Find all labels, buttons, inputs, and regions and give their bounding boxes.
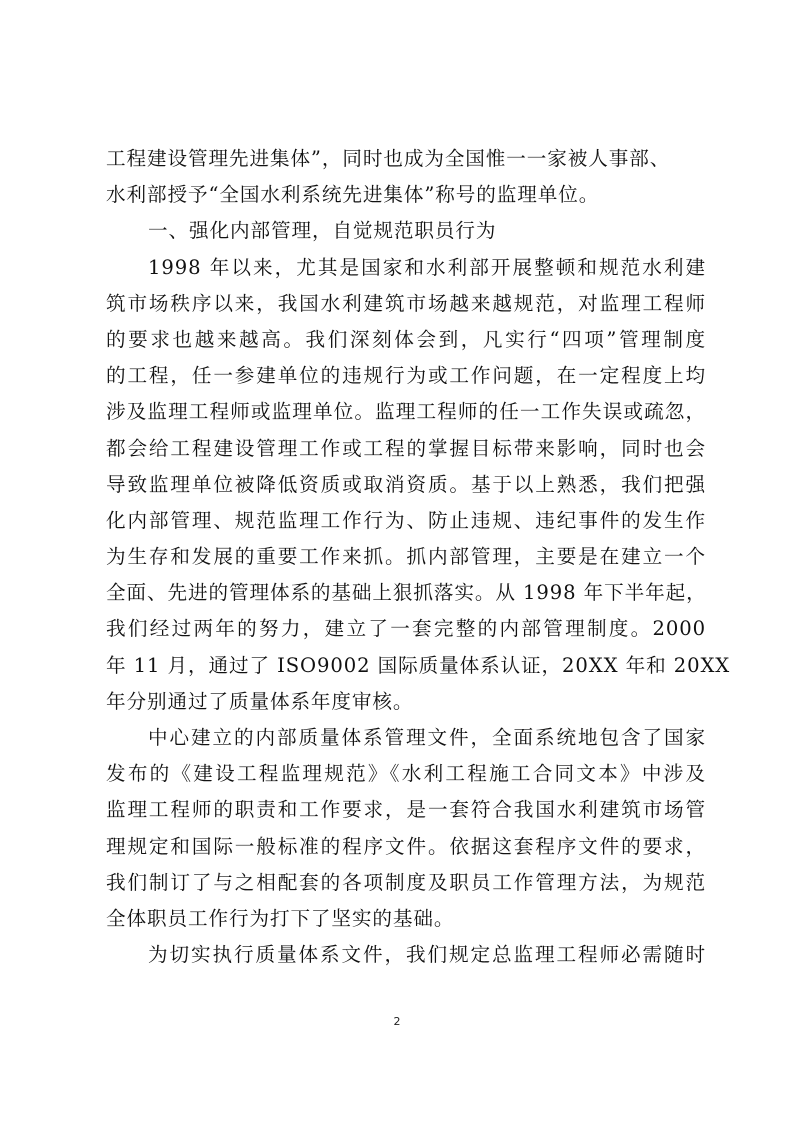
text-line: 工程建设管理先进集体”，同时也成为全国惟一一家被人事部、 [106, 147, 671, 170]
text-line: 筑市场秩序以来，我国水利建筑市场越来越规范，对监理工程师 [106, 291, 706, 315]
text-line: 理规定和国际一般标准的程序文件。依据这套程序文件的要求， [106, 834, 706, 858]
text-line: 年 11 月，通过了 ISO9002 国际质量体系认证，20XX 年和 20XX [106, 653, 731, 677]
text-line: 发布的《建设工程监理规范》《水利工程施工合同文本》中涉及 [106, 762, 706, 786]
text-line: 为生存和发展的重要工作来抓。抓内部管理，主要是在建立一个 [106, 545, 706, 569]
text-line: 年分别通过了质量体系年度审核。 [106, 689, 414, 713]
text-line: 的工程，任一参建单位的违规行为或工作问题，在一定程度上均 [106, 364, 706, 388]
text-line: 涉及监理工程师或监理单位。监理工程师的任一工作失误或疏忽， [106, 400, 706, 424]
text-line: 监理工程师的职责和工作要求，是一套符合我国水利建筑市场管 [106, 798, 706, 822]
page-number: 2 [393, 1015, 401, 1028]
text-line: 中心建立的内部质量体系管理文件，全面系统地包含了国家 [148, 726, 706, 749]
text-line: 我们经过两年的努力，建立了一套完整的内部管理制度。2000 [106, 617, 706, 641]
text-line: 水利部授予“全国水利系统先进集体”称号的监理单位。 [106, 183, 600, 207]
text-line: 为切实执行质量体系文件，我们规定总监理工程师必需随时 [148, 943, 706, 967]
text-line: 我们制订了与之相配套的各项制度及职员工作管理方法，为规范 [106, 870, 706, 894]
text-line: 都会给工程建设管理工作或工程的掌握目标带来影响，同时也会 [106, 436, 706, 460]
text-line: 导致监理单位被降低资质或取消资质。基于以上熟悉，我们把强 [106, 472, 706, 496]
document-body [106, 141, 731, 973]
section-heading: 一、强化内部管理，自觉规范职员行为 [148, 219, 497, 243]
text-line: 的要求也越来越高。我们深刻体会到，凡实行“四项”管理制度 [106, 327, 706, 351]
text-line: 化内部管理、规范监理工作行为、防止违规、违纪事件的发生作 [106, 508, 706, 532]
text-line: 全体职员工作行为打下了坚实的基础。 [106, 906, 455, 930]
text-line: 全面、先进的管理体系的基础上狠抓落实。从 1998 年下半年起， [106, 581, 707, 605]
text-line: 1998 年以来，尤其是国家和水利部开展整顿和规范水利建 [148, 255, 706, 279]
